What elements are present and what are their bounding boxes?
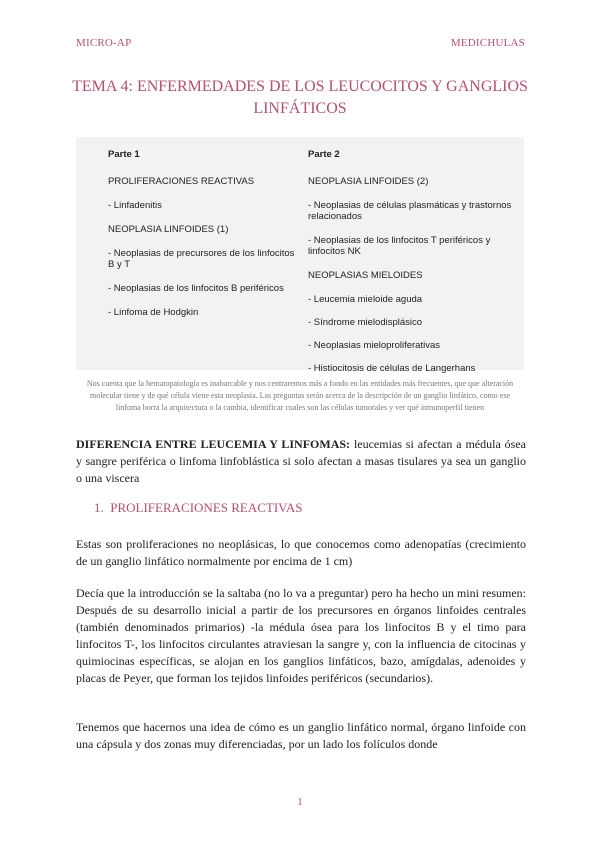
figure-column-2 [308, 149, 518, 386]
figure-item: - Neoplasias de precursores de los linfocitos B y T [108, 248, 295, 270]
figure-item: - Neoplasias de células plasmáticas y trastornos relacionados [308, 200, 512, 222]
section-title: PROLIFERACIONES REACTIVAS [110, 500, 303, 515]
figure-column-1 [108, 149, 298, 331]
figure-item: - Leucemia mieloide aguda [308, 294, 423, 305]
figure-item: - Síndrome mielodisplásico [308, 317, 423, 328]
definition-paragraph [76, 436, 526, 487]
section-heading [94, 500, 303, 516]
figure-item: NEOPLASIA LINFOIDES (1) [108, 224, 229, 235]
figure-item: PROLIFERACIONES REACTIVAS [108, 176, 255, 187]
body-paragraph: Decía que la introducción se la saltaba (no lo va a preguntar) pero ha hecho un mini resumen: Después de su desarrollo inicial a partir de los precursores en órganos linfoides centrales (también denominados primarios) -la médula ósea para los linfocitos B y el timo para linfocitos T-, los linfocitos circulantes atraviesan la sangre y, con la influencia de citocinas y quimiocinas específicas, se alojan en los ganglios linfáticos, bazo, amígdalas, adenoides y placas de Peyer, que forman los tejidos linfoides periféricos (secundarios). [76, 586, 526, 685]
page-number: 1 [297, 796, 303, 808]
figure-item: - Linfoma de Hodgkin [108, 307, 199, 318]
figure-item: NEOPLASIAS MIELOIDES [308, 270, 423, 281]
page-title: TEMA 4: ENFERMEDADES DE LOS LEUCOCITOS Y GANGLIOS LINFÁTICOS [72, 78, 528, 117]
body-paragraph: Estas son proliferaciones no neoplásicas, lo que conocemos como adenopatías (crecimiento de un ganglio linfático normalmente por encima de 1 cm) [76, 537, 526, 568]
outline-figure [76, 137, 524, 374]
figure-item: - Neoplasias de los linfocitos T periféricos y linfocitos NK [308, 235, 491, 257]
section-number: 1. [94, 500, 104, 515]
header-right: MEDICHULAS [450, 37, 525, 49]
figure-item: NEOPLASIA LINFOIDES (2) [308, 176, 429, 187]
definition-text: leucemias si afectan a médula ósea y sangre periférica o linfoma linfoblástica si solo afectan a masas tisulares ya sea un ganglio o una viscera [76, 437, 526, 485]
figure-item: - Histiocitosis de células de Langerhans [308, 363, 476, 374]
figure-item: - Linfadenitis [108, 200, 162, 211]
figure-column-heading: Parte 2 [308, 149, 340, 160]
header-left: MICRO-AP [76, 37, 132, 49]
figure-caption: Nos cuenta que la hematopatología es inabarcable y nos centraremos más a fondo en las entidades más frecuentes, que que alteración molecular tiene y de qué célula viene esta neoplasia. Las preguntas serán acerca de la descripción de un ganglio linfático, como ese linfoma borra la arquitectura o la cambia, identificar cuales son las células tumorales y ver qué inmunoperfil tienen [86, 379, 514, 412]
figure-item: - Neoplasias mieloproliferativas [308, 340, 440, 351]
figure-column-heading: Parte 1 [108, 149, 140, 160]
body-paragraph: Tenemos que hacernos una idea de cómo es un ganglio linfático normal, órgano linfoide con una cápsula y dos zonas muy diferenciadas, por un lado los folículos donde [76, 720, 526, 751]
definition-term: DIFERENCIA ENTRE LEUCEMIA Y LINFOMAS: [76, 437, 351, 451]
figure-item: - Neoplasias de los linfocitos B periféricos [108, 283, 284, 294]
